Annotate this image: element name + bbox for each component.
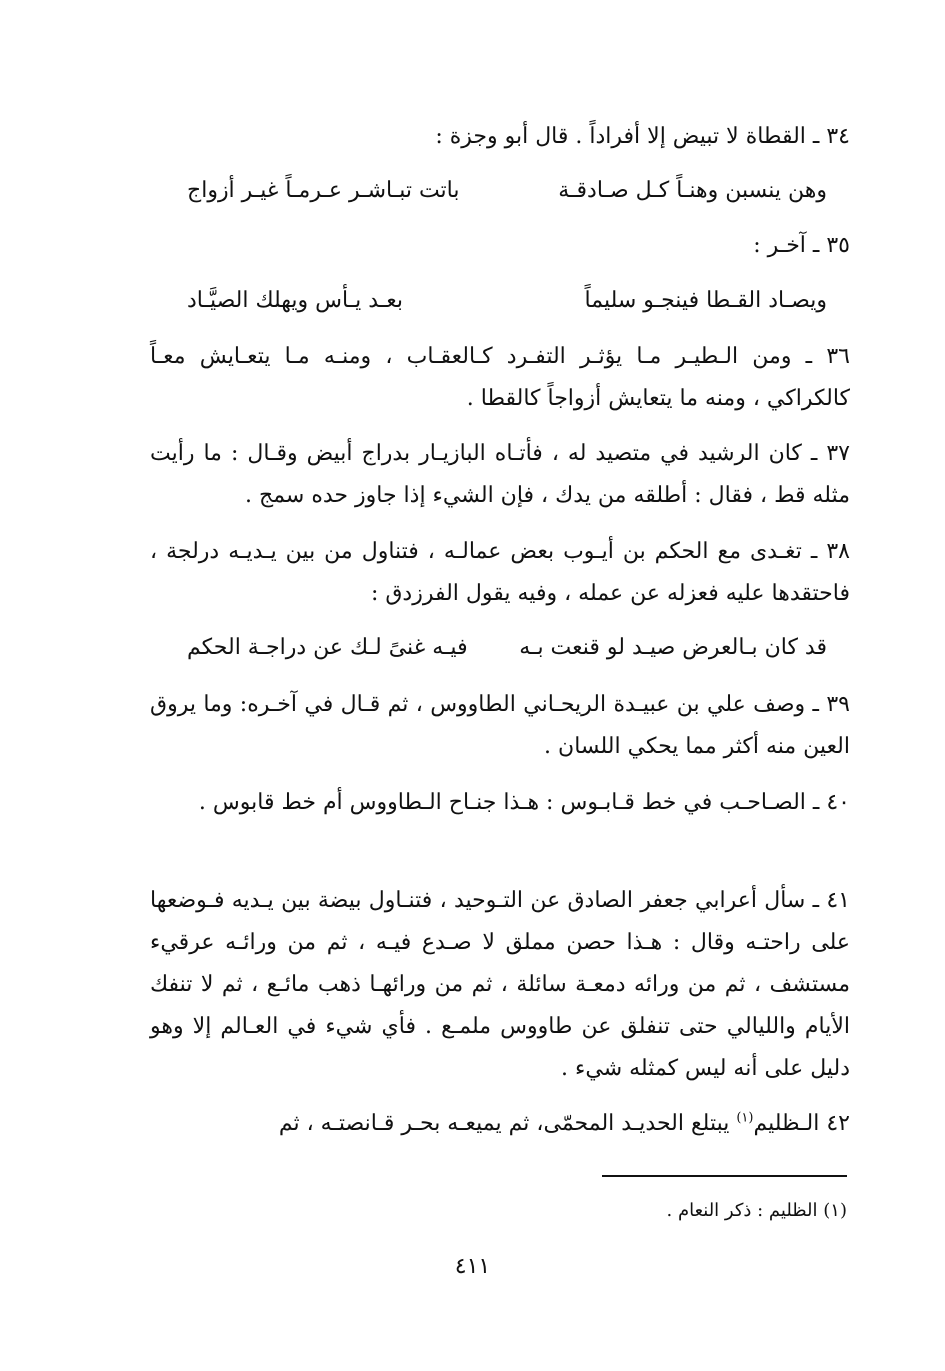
page-number: ٤١١ [454,1254,491,1279]
entry-37-paragraph: ٣٧ ـ كان الرشيد في متصيد له ، فأتـاه البازيـار بدراج أبيض وقـال : ما رأيت مثله قط ، فقال : أطلقه من يدك ، فإن الشيء إذا جاوز حده سمج . [150,441,850,508]
verse-hemistich-second: فيـه غنىً لـك عن دراجـة الحكم [187,635,468,660]
entry-34-verse [187,170,827,212]
entry-34-text: ٣٤ ـ القطاة لا تبيض إلا أفراداً . قال أبو وجزة : [435,124,850,149]
verse-hemistich-first: قد كان بـالعرض صيـد لو قنعت بـه [519,635,827,660]
entry-40-paragraph: ٤٠ ـ الصـاحـب في خط قـابـوس : هـذا جنـاح الـطاووس أم خط قابوس . [198,790,850,815]
entry-42-start: ٤٢ الـظليم [753,1111,850,1136]
entry-42-paragraph [150,1103,850,1145]
entry-35-text: ٣٥ ـ آخـر : [753,233,850,258]
footnote-marker: (١) [736,1110,754,1126]
verse-hemistich-second: بعـد يـأس ويهلك الصيَّـاد [187,288,404,313]
entry-38-verse [187,627,827,669]
entry-36-paragraph: ٣٦ ـ ومن الـطيـر مـا يؤثـر التفـرد كـالعقـاب ، ومنـه مـا يتعـايش معـاً كالكراكي ، ومنه ما يتعايش أزواجاً كالقطا . [150,344,850,411]
verse-hemistich-second: باتت تبـاشـر عـرمـاً غيـر أزواج [187,178,460,203]
footnote-separator [602,1175,847,1177]
entry-38-paragraph: ٣٨ ـ تغـدى مع الحكم بن أيـوب بعض عمالـه ، فتناول من بين يـديـه درلجة ، فاحتقدها عليه فعزله عن عمله ، وفيه يقول الفرزدق : [150,539,850,606]
entry-41-paragraph: ٤١ ـ سأل أعرابي جعفر الصادق عن التـوحيد ، فتنـاول بيضة بين يـديه فـوضعها على راحتـه وقال : هـذا حصن مملق لا صـدع فيـه ، ثم من ورائـه عرقيء مستشف ، ثم من ورائه دمعـة سائلة ، ثم من ورائهـا ذهب مائـع ، ثم لا تنفك الأيام والليالي حتى تنفلق عن طاووس ملمـع . فأي شيء في العـالم إلا وهو دليل على أنه ليس كمثله شيء . [150,888,850,1081]
verse-hemistich-first: وهن ينسبن وهنـاً كـل صـادقـة [558,178,827,203]
footnote-text: (١) الظليم : ذكر النعام . [666,1200,847,1221]
entry-39-paragraph: ٣٩ ـ وصف علي بن عبيـدة الريحـاني الطاووس ، ثم قـال في آخـره: وما يروق العين منه أكثر مما يحكي اللسان . [150,692,850,759]
entry-35-verse [187,280,827,322]
entry-42-rest: يبتلع الحديـد المحمّى، ثم يميعـه بحـر قـانصتـه ، ثم [278,1111,737,1136]
verse-hemistich-first: ويصـاد القـطا فينجـو سليماً [584,288,827,313]
